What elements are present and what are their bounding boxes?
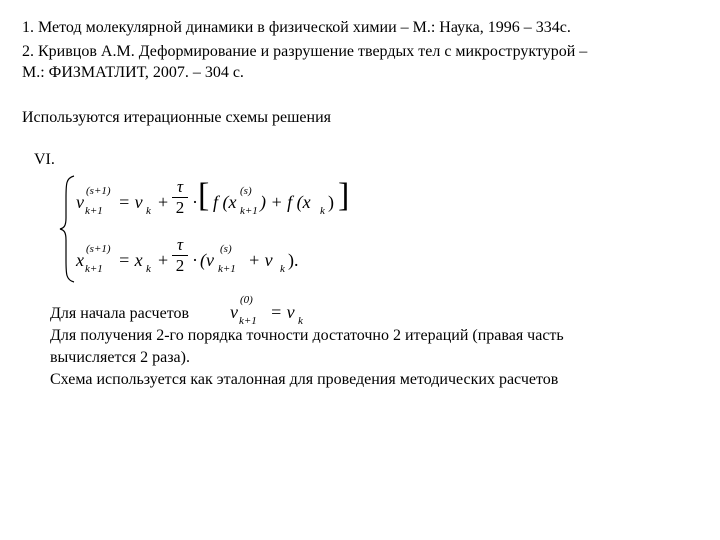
eq2-rhs-x: = x xyxy=(118,250,143,270)
eq1-bracket-close: ] xyxy=(338,177,350,214)
scheme-label: VI. xyxy=(34,151,55,168)
eq1-plus: + xyxy=(158,192,169,212)
init-rhs-v: = v xyxy=(270,302,295,322)
eq1-f-close: ) xyxy=(328,192,334,212)
iteration-scheme-formula xyxy=(50,170,370,285)
eq2-v2-sub: k xyxy=(280,263,285,275)
eq1-two: 2 xyxy=(175,198,185,217)
eq2-tau: τ xyxy=(176,235,184,254)
note-accuracy-1: Для получения 2-го порядка точности достаточно 2 итераций (правая часть xyxy=(50,327,564,344)
eq1-rhs-sub: k xyxy=(146,205,151,217)
reference-2: 2. Кривцов А.М. Деформирование и разрушение твердых тел с микроструктурой – xyxy=(22,43,588,60)
equation-position xyxy=(50,228,370,283)
note-start: Для начала расчетов xyxy=(50,305,190,322)
eq2-plus: + xyxy=(158,250,169,270)
eq1-dot: · xyxy=(192,192,198,212)
eq1-bracket-open: [ xyxy=(198,177,210,214)
eq2-two: 2 xyxy=(175,256,185,275)
init-sup: (0) xyxy=(240,294,253,306)
eq2-v-open: (v xyxy=(200,250,214,270)
eq1-lhs-sup: (s+1) xyxy=(86,185,111,197)
eq2-v1-sup: (s) xyxy=(220,243,232,255)
eq1-tau: τ xyxy=(176,177,184,196)
eq1-f1-sup: (s) xyxy=(240,185,252,197)
eq2-v-close: ). xyxy=(288,250,299,270)
eq1-f2-sub: k xyxy=(320,205,325,217)
eq2-lhs-sup: (s+1) xyxy=(86,243,111,255)
intro-text: Используются итерационные схемы решения xyxy=(22,109,331,126)
eq2-lhs: x xyxy=(76,250,84,270)
eq1-f1-sub: k+1 xyxy=(240,205,258,217)
eq1-lhs-sub: k+1 xyxy=(85,205,103,217)
eq2-v1-sub: k+1 xyxy=(218,263,236,275)
reference-1: 1. Метод молекулярной динамики в физической химии – М.: Наука, 1996 – 334с. xyxy=(22,19,571,36)
note-reference-scheme: Схема используется как эталонная для проведения методических расчетов xyxy=(50,371,559,388)
reference-2-continued: М.: ФИЗМАТЛИТ, 2007. – 304 с. xyxy=(22,64,244,81)
init-rhs-sub: k xyxy=(298,315,303,327)
equation-velocity xyxy=(50,170,370,225)
eq1-f-mid: ) + f (x xyxy=(260,192,311,212)
initial-condition-formula xyxy=(226,290,336,330)
init-lhs: v xyxy=(230,302,238,322)
note-accuracy-2: вычисляется 2 раза). xyxy=(50,349,190,366)
eq1-tau-over-two xyxy=(172,178,188,217)
eq1-rhs-v: = v xyxy=(118,192,143,212)
eq2-tau-over-two xyxy=(172,236,188,275)
eq1-lhs: v xyxy=(76,192,84,212)
eq2-dot: · xyxy=(192,250,198,270)
eq2-v-mid: + v xyxy=(248,250,273,270)
eq2-lhs-sub: k+1 xyxy=(85,263,103,275)
eq1-f-open: f (x xyxy=(213,192,237,212)
eq2-rhs-sub: k xyxy=(146,263,151,275)
init-sub: k+1 xyxy=(239,315,257,327)
